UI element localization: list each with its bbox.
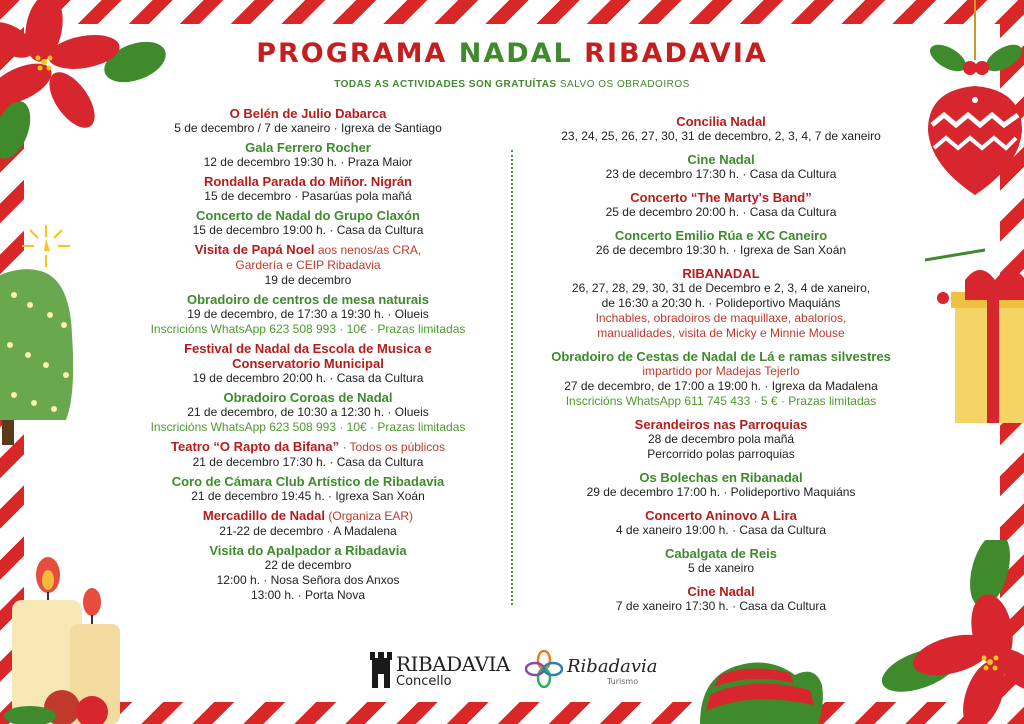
- title-part-3: RIBADAVIA: [584, 38, 768, 69]
- event-item: [138, 140, 478, 170]
- event-title-extra: (Organiza EAR): [328, 509, 414, 523]
- event-item: [138, 508, 478, 539]
- event-line: 19 de decembro, de 17:30 a 19:30 h. · Olueis: [187, 307, 429, 321]
- event-title: RIBANADAL: [682, 266, 760, 281]
- concello-name: RIBADAVIA: [396, 652, 510, 676]
- event-line: 21 de decembro, de 10:30 a 12:30 h. · Olueis: [187, 405, 429, 419]
- event-title-row: [138, 439, 478, 455]
- event-line: 13:00 h. · Porta Nova: [250, 588, 366, 602]
- turismo-logo: [525, 650, 658, 690]
- event-item: [138, 174, 478, 204]
- event-title: Obradoiro Coroas de Nadal: [223, 390, 393, 405]
- event-title: Cine Nadal: [687, 152, 755, 167]
- event-title: Coro de Cámara Club Artístico de Ribadavia: [171, 474, 445, 489]
- event-title: Festival de Nadal da Escola de Musica e: [184, 341, 432, 356]
- event-line: 12:00 h. · Nosa Señora dos Anxos: [216, 573, 400, 587]
- event-red-line: Inchables, obradoiros de maquillaxe, abalorios,: [595, 311, 847, 325]
- event-line: de 16:30 a 20:30 h. · Polideportivo Maquiáns: [601, 296, 841, 310]
- event-title: Cabalgata de Reis: [665, 546, 777, 561]
- concello-sub: Concello: [396, 674, 452, 689]
- gift-box-icon: [925, 240, 1024, 430]
- page-subtitle: [0, 79, 1024, 90]
- event-item: [138, 341, 478, 386]
- event-line: 21 de decembro 19:45 h. · Igrexa San Xoán: [191, 489, 425, 503]
- concello-logo: [370, 650, 510, 690]
- christmas-tree-icon: [0, 215, 80, 445]
- footer-logos: [370, 648, 660, 694]
- event-title: Concilia Nadal: [676, 114, 766, 129]
- event-line: 5 de xaneiro: [687, 561, 755, 575]
- event-item: [535, 349, 907, 409]
- event-item: [535, 470, 907, 500]
- left-events-column: [138, 106, 478, 607]
- event-item: [535, 114, 907, 144]
- event-note: Inscricións WhatsApp 623 508 993 · 10€ · Prazas limitadas: [150, 420, 466, 434]
- event-item: [535, 190, 907, 220]
- event-title: Obradoiro de centros de mesa naturais: [186, 292, 430, 307]
- event-title: Visita de Papá Noel: [194, 242, 315, 257]
- event-line: 23, 24, 25, 26, 27, 30, 31 de decembro, 2, 3, 4, 7 de xaneiro: [561, 129, 881, 143]
- event-note: Inscricións WhatsApp 623 508 993 · 10€ · Prazas limitadas: [150, 322, 466, 336]
- event-item: [138, 106, 478, 136]
- event-red-line: manualidades, visita de Micky e Minnie Mouse: [597, 326, 845, 340]
- title-part-1: PROGRAMA: [256, 38, 448, 69]
- event-item: [535, 546, 907, 576]
- event-line: 25 de decembro 20:00 h. · Casa da Cultura: [605, 205, 837, 219]
- event-line: 28 de decembro pola mañá: [647, 432, 795, 446]
- event-line: Percorrido polas parroquias: [647, 447, 795, 461]
- event-item: [535, 417, 907, 462]
- event-line: 4 de xaneiro 19:00 h. · Casa da Cultura: [615, 523, 827, 537]
- subtitle-rest: SALVO OS OBRADOIROS: [559, 79, 690, 90]
- flower-emblem-icon: [525, 650, 563, 688]
- event-title: Serandeiros nas Parroquias: [634, 417, 808, 432]
- event-line: 12 de decembro 19:30 h. · Praza Maior: [203, 155, 413, 169]
- event-item: [535, 584, 907, 614]
- event-item: [535, 228, 907, 258]
- event-line: 26, 27, 28, 29, 30, 31 de Decembro e 2, 3, 4 de xaneiro,: [571, 281, 871, 295]
- event-title-extra: · Todos os públicos: [342, 440, 445, 454]
- event-line: 19 de decembro: [264, 273, 352, 287]
- turismo-sub: Turismo: [607, 677, 639, 686]
- event-title-extra: aos nenos/as CRA,: [317, 243, 422, 257]
- event-title: Cine Nadal: [687, 584, 755, 599]
- event-line: 7 de xaneiro 17:30 h. · Casa da Cultura: [615, 599, 827, 613]
- event-line: 26 de decembro 19:30 h. · Igrexa de San Xoán: [595, 243, 847, 257]
- event-extra-line: Gardería e CEIP Ribadavia: [235, 258, 381, 272]
- event-item: [535, 152, 907, 182]
- column-divider: [511, 150, 513, 605]
- event-title: Mercadillo de Nadal: [202, 508, 326, 523]
- event-line: 5 de decembro / 7 de xaneiro · Igrexa de Santiago: [174, 121, 442, 135]
- castle-icon: [370, 650, 392, 690]
- right-events-column: [535, 114, 907, 618]
- event-item: [138, 390, 478, 435]
- event-title: Concerto Aninovo A Lira: [645, 508, 797, 523]
- event-subline: impartido por Madejas Tejerlo: [642, 364, 800, 378]
- event-title: O Belén de Julio Dabarca: [229, 106, 387, 121]
- event-line: 22 de decembro: [264, 558, 352, 572]
- event-line: 23 de decembro 17:30 h. · Casa da Cultura: [605, 167, 837, 181]
- event-title: Concerto de Nadal do Grupo Claxón: [196, 208, 420, 223]
- event-line: 21 de decembro 17:30 h. · Casa da Cultura: [192, 455, 424, 469]
- event-title: Visita do Apalpador a Ribadavia: [209, 543, 407, 558]
- event-line: 19 de decembro 20:00 h. · Casa da Cultura: [192, 371, 424, 385]
- event-line: 15 de decembro · Pasarúas pola mañá: [204, 189, 412, 203]
- event-item: [138, 208, 478, 238]
- event-title: Teatro “O Rapto da Bifana”: [171, 439, 340, 454]
- event-item: [535, 508, 907, 538]
- event-item: [138, 543, 478, 603]
- event-title: Rondalla Parada do Miñor. Nigrán: [203, 174, 413, 189]
- event-title: Os Bolechas en Ribanadal: [639, 470, 803, 485]
- mitten-icon: [690, 655, 830, 724]
- event-item: [138, 439, 478, 470]
- subtitle-bold: TODAS AS ACTIVIDADES SON GRATUÍTAS: [334, 79, 557, 90]
- event-title: Concerto Emilio Rúa e XC Caneiro: [614, 228, 828, 243]
- event-note: Inscricións WhatsApp 611 745 433 · 5 € · Prazas limitadas: [565, 394, 877, 408]
- event-item: [138, 474, 478, 504]
- ornament-icon: [920, 0, 1024, 200]
- event-title: Obradoiro de Cestas de Nadal de Lá e ramas silvestres: [551, 349, 891, 364]
- event-title: Gala Ferrero Rocher: [245, 140, 371, 155]
- event-title: Concerto “The Marty's Band”: [630, 190, 812, 205]
- event-item: [138, 292, 478, 337]
- event-item: [535, 266, 907, 341]
- turismo-name: Ribadavia: [567, 656, 658, 677]
- title-part-2: NADAL: [458, 38, 573, 69]
- event-title-row: [138, 508, 478, 524]
- event-line: 21-22 de decembro · A Madalena: [219, 524, 397, 538]
- event-title-line-2: Conservatorio Municipal: [232, 356, 384, 371]
- event-title-row: [138, 242, 478, 258]
- event-line: 27 de decembro, de 17:00 a 19:00 h. · Igrexa da Madalena: [564, 379, 878, 393]
- event-line: 29 de decembro 17:00 h. · Polideportivo Maquiáns: [586, 485, 856, 499]
- event-line: 15 de decembro 19:00 h. · Casa da Cultura: [192, 223, 424, 237]
- candles-icon: [0, 540, 130, 724]
- event-item: [138, 242, 478, 288]
- page-title: [0, 38, 1024, 69]
